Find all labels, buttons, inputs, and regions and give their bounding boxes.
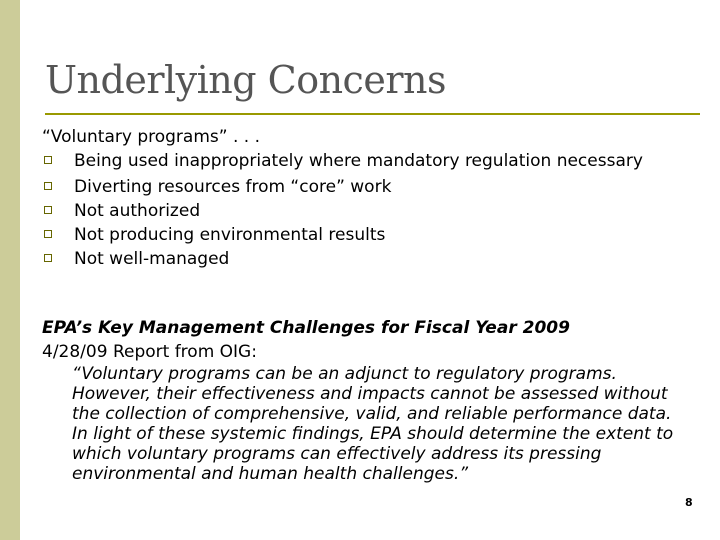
square-bullet-icon: [44, 230, 52, 238]
square-bullet-icon: [44, 156, 52, 164]
list-item: [42, 175, 674, 199]
list-item: [42, 149, 674, 171]
concerns-list: [42, 149, 674, 271]
section-heading: EPA’s Key Management Challenges for Fiscal Year 2009: [42, 318, 570, 338]
list-item-text: Not producing environmental results: [74, 225, 386, 245]
square-bullet-icon: [44, 182, 52, 190]
left-accent-bar: [0, 0, 20, 540]
list-item: [42, 247, 674, 271]
square-bullet-icon: [44, 254, 52, 262]
oig-quote: “Voluntary programs can be an adjunct to regulatory programs. However, their effectiveness and impacts cannot be assessed without the collection of comprehensive, valid, and reliable performance data. In light of these systemic findings, EPA should determine the extent to which voluntary programs can effectively address its pressing environmental and human health challenges.”: [72, 364, 674, 484]
list-item-text: Not well-managed: [74, 249, 230, 269]
title-divider: [45, 113, 700, 115]
list-item: [42, 223, 674, 247]
page-number: 8: [685, 496, 693, 509]
slide-title: Underlying Concerns: [45, 58, 446, 102]
intro-text: “Voluntary programs” . . .: [42, 127, 260, 147]
list-item-text: Not authorized: [74, 201, 201, 221]
list-item-text: Being used inappropriately where mandatory regulation necessary: [74, 151, 643, 171]
list-item-text: Diverting resources from “core” work: [74, 177, 392, 197]
list-item: [42, 199, 674, 223]
report-line: 4/28/09 Report from OIG:: [42, 342, 257, 362]
square-bullet-icon: [44, 206, 52, 214]
